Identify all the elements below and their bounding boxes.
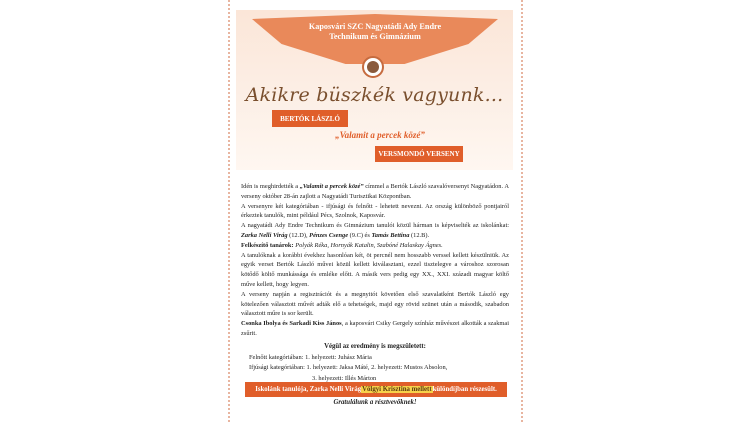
result-adult: Felnőtt kategóriában: 1. helyezett: Juhász Mária xyxy=(249,354,372,361)
paragraph-categories: A versenyre két kategóriában - ifjúsági és felnőtt - lehetett nevezni. Az ország különböző pontjairól érkeztek tanulók, mint például Pécs, Szolnok, Kaposvár. xyxy=(241,202,509,220)
award-banner: Iskolánk tanulója, Zarka Nelli Virág Völgyi Krisztina mellett különdíjban részesült. xyxy=(245,382,507,397)
award-highlight: Völgyi Krisztina mellett xyxy=(362,386,432,393)
congratulations: Gratulálunk a résztvevőknek! xyxy=(333,399,417,406)
school-name-line2: Technikum és Gimnázium xyxy=(329,32,421,41)
paragraph-rules: A tanulóknak a korábbi évekhez hasonlóan két, öt percnél nem hosszabb verssel kellett készülniük. Az egyik verset Bertók László művei közül kellett kiválasztani, ezzel tisztelegve a városhoz szorosan kötődő költő munkássága és emléke előtt. A másik vers pedig egy XX., XXI. századi magyar költő műve kellett, hogy legyen. xyxy=(241,251,509,288)
page-title: Akikre büszkék vagyunk... xyxy=(245,84,504,106)
paragraph-intro: Idén is meghirdették a „Valamit a percek közé” címmel a Bertók László szavalóversenyt Nagyatádon. A verseny október 28-án zajlott a Nagyatádi Turisztikai Központban. xyxy=(241,183,509,200)
school-seal-icon xyxy=(362,56,384,78)
school-name-line1: Kaposvári SZC Nagyatádi Ady Endre xyxy=(308,22,442,31)
contest-title: „Valamit a percek közé” xyxy=(335,130,425,140)
contest-name-inline: „Valamit a percek közé” xyxy=(299,183,364,190)
paragraph-teachers: Felkészítő tanárok: Polyák Réka, Hornyák Katalin, Szabóné Halaskay Ágnes. xyxy=(241,241,443,249)
paragraph-students: A nagyatádi Ady Endre Technikum és Gimnázium tanulói közül hárman is képviselték az iskolánkat: Zarka Nelli Virág (12.D), Pénzes Csenge (9.C) és Tamás Bettina (12.B). xyxy=(241,222,509,239)
contest-tag: VERSMONDÓ VERSENY xyxy=(375,146,463,162)
result-youth: Ifjúsági kategóriában: 1. helyezett: Jaksa Máté, 2. helyezett: Mustos Absolon, xyxy=(249,364,448,372)
name-tag: BERTÓK LÁSZLÓ xyxy=(272,110,348,127)
results-heading: Végül az eredmény is megszületett: xyxy=(324,343,426,350)
paragraph-event-day: A verseny napján a regisztrációt és a megnyitót követően első szavalatként Bertók László egy kötelezően választott művét adták elő a tehetségek, majd egy rövid szünet után a második, szabadon választott műre is sor került. xyxy=(241,290,509,318)
results-list xyxy=(249,353,509,384)
result-youth-third: 3. helyezett: Illés Márton xyxy=(312,374,377,382)
school-name xyxy=(252,22,498,42)
article-body xyxy=(241,182,509,339)
paragraph-jury: Csonka Ibolya és Sarkadi Kiss János, a kaposvári Csiky Gergely színház művészei alkották a szakmai zsűrit. xyxy=(241,320,510,337)
